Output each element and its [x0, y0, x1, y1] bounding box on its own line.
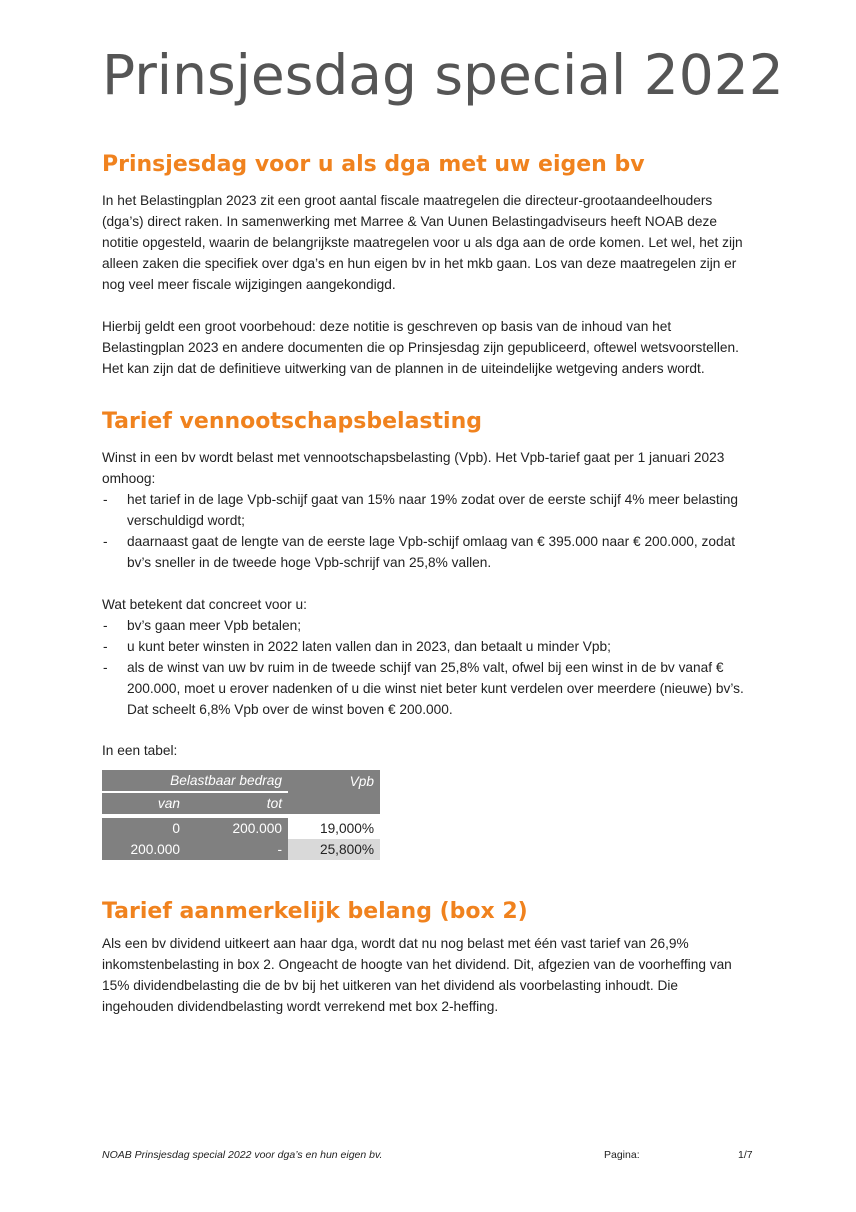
section-heading-vpb: Tarief vennootschapsbelasting	[102, 409, 482, 434]
footer-doc-title: NOAB Prinsjesdag special 2022 voor dga’s en hun eigen bv.	[102, 1149, 383, 1161]
paragraph: Als een bv dividend uitkeert aan haar dga, wordt dat nu nog belast met één vast tarief van 26,9% inkomstenbelasting in box 2. Ongeacht de hoogte van het dividend. Dit, afgezien van de voorheffing van 15% dividendbelasting die de bv bij het uitkeren van het dividend als voorbelasting inhoudt. Die ingehouden dividendbelasting wordt verrekend met box 2-heffing.	[102, 936, 732, 1014]
list-item: - het tarief in de lage Vpb-schijf gaat van 15% naar 19% zodat over de eerste schijf 4% meer belasting verschuldigd wordt;	[102, 489, 752, 531]
paragraph: In een tabel:	[102, 743, 178, 758]
footer-page-number: 1/7	[738, 1149, 753, 1161]
paragraph: In het Belastingplan 2023 zit een groot aantal fiscale maatregelen die directeur-grootaandeelhouders (dga’s) direct raken. In samenwerking met Marree & Van Uunen Belastingadviseurs heeft NOAB deze notitie opgesteld, waarin de belangrijkste maatregelen voor u als dga aan de orde komen. Let wel, het zijn alleen zaken die specifiek over dga’s en hun eigen bv in het mkb gaan. Los van deze maatregelen zijn er nog veel meer fiscale wijzigingen aangekondigd.	[102, 193, 743, 292]
table-header-to: tot	[186, 792, 288, 814]
list-item: - u kunt beter winsten in 2022 laten vallen dan in 2023, dan betaalt u minder Vpb;	[102, 636, 752, 657]
bullet-list	[102, 615, 752, 720]
vpb-rate-table	[102, 770, 380, 860]
table-cell-from: 200.000	[102, 839, 186, 860]
table-row	[102, 839, 380, 860]
paragraph: Hierbij geldt een groot voorbehoud: deze notitie is geschreven op basis van de inhoud van het Belastingplan 2023 en andere documenten die op Prinsjesdag zijn gepubliceerd, oftewel wetsvoorstellen. Het kan zijn dat de definitieve uitwerking van de plannen in de uiteindelijke wetgeving anders wordt.	[102, 319, 739, 376]
section-heading-box2: Tarief aanmerkelijk belang (box 2)	[102, 899, 528, 924]
table-header-from: van	[102, 792, 186, 814]
list-item: - bv’s gaan meer Vpb betalen;	[102, 615, 752, 636]
table-header-group: Belastbaar bedrag	[102, 770, 288, 792]
table-cell-from: 0	[102, 818, 186, 839]
table-cell-to: -	[186, 839, 288, 860]
table-row	[102, 818, 380, 839]
footer-page-label: Pagina:	[604, 1149, 640, 1161]
table-cell-rate: 19,000%	[288, 818, 380, 839]
bullet-list	[102, 489, 752, 573]
list-item: - daarnaast gaat de lengte van de eerste lage Vpb-schijf omlaag van € 395.000 naar € 200.000, zodat bv’s sneller in de tweede hoge Vpb-schrijf van 25,8% vallen.	[102, 531, 752, 573]
table-cell-rate: 25,800%	[288, 839, 380, 860]
table-header-blank	[288, 792, 380, 814]
paragraph: Wat betekent dat concreet voor u:	[102, 597, 307, 612]
table-header-rate: Vpb	[288, 770, 380, 792]
paragraph: Winst in een bv wordt belast met vennootschapsbelasting (Vpb). Het Vpb-tarief gaat per 1 januari 2023 omhoog:	[102, 450, 725, 486]
page-title: Prinsjesdag special 2022	[102, 43, 784, 107]
table-cell-to: 200.000	[186, 818, 288, 839]
section-heading-dga: Prinsjesdag voor u als dga met uw eigen bv	[102, 152, 645, 177]
list-item: - als de winst van uw bv ruim in de tweede schijf van 25,8% valt, ofwel bij een winst in de bv vanaf € 200.000, moet u erover nadenken of u die winst niet beter kunt verdelen over meerdere (nieuwe) bv’s. Dat scheelt 6,8% Vpb over de winst boven € 200.000.	[102, 657, 752, 720]
